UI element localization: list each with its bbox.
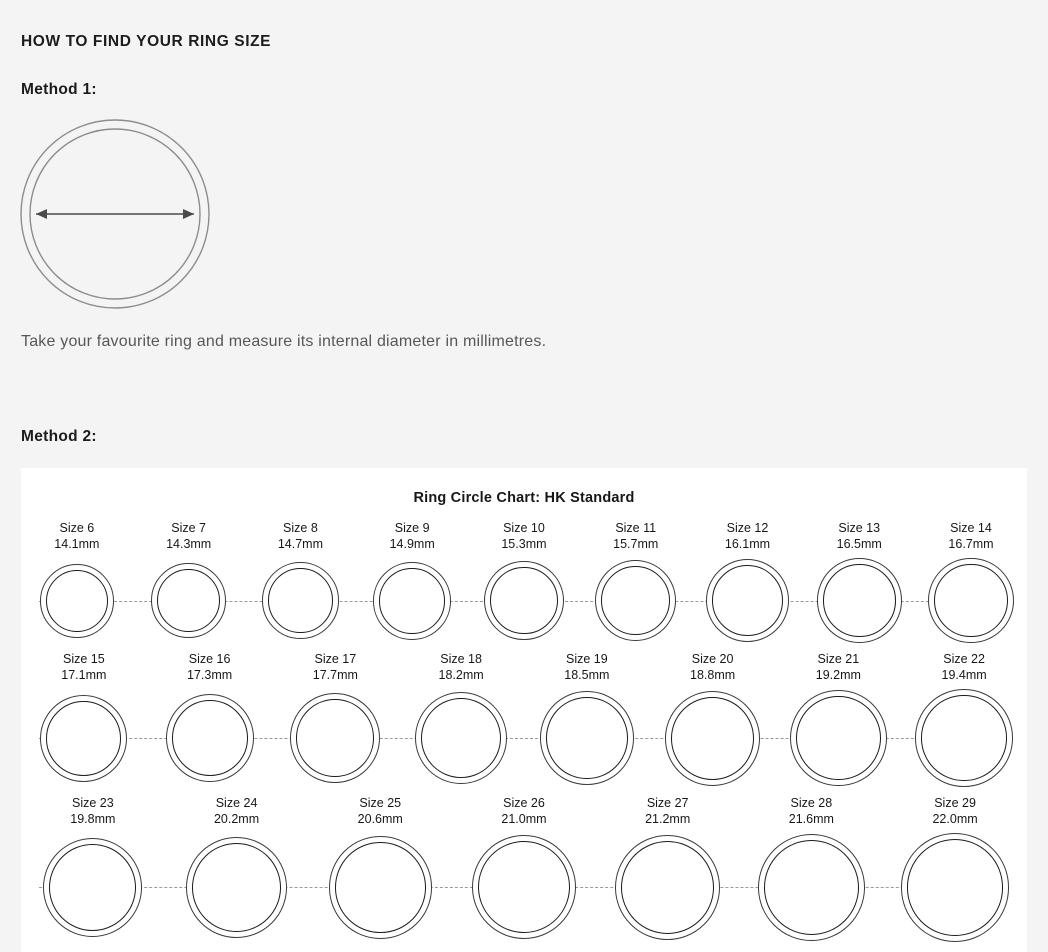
ring-size-label: Size 22	[943, 652, 985, 667]
ring-circle-wrapper	[319, 833, 442, 942]
ring-inner-circle	[478, 841, 570, 933]
ring-diameter-label: 14.7mm	[277, 537, 323, 551]
ring-outer-circle	[915, 689, 1012, 786]
ring-diameter-label: 16.7mm	[948, 537, 994, 551]
ring-size-label: Size 7	[171, 521, 207, 535]
ring-outer-circle	[373, 562, 451, 640]
ring-circle-wrapper	[894, 833, 1017, 942]
ring-circle-chart-panel	[21, 468, 1027, 952]
ring-diameter-label: 15.3mm	[501, 537, 547, 551]
ring-circle-wrapper	[28, 689, 139, 786]
ring-size-cell[interactable]	[27, 520, 126, 643]
ring-diameter-label: 20.2mm	[213, 811, 260, 826]
ring-inner-circle	[172, 700, 248, 776]
ring-chart-rows	[21, 520, 1027, 950]
ring-inner-circle	[621, 841, 714, 934]
ring-diameter-label: 17.7mm	[312, 668, 358, 683]
ring-outer-circle	[186, 837, 287, 938]
ring-diameter-label: 19.2mm	[815, 668, 861, 683]
ring-inner-circle	[764, 840, 859, 935]
ring-circle-wrapper	[405, 689, 516, 786]
ring-size-cell[interactable]	[31, 795, 154, 942]
ring-size-label: Size 19	[566, 652, 608, 667]
ring-inner-circle	[796, 696, 880, 780]
ring-inner-circle	[46, 701, 121, 776]
ring-size-label: Size 9	[394, 521, 430, 535]
ring-diameter-diagram	[18, 117, 212, 311]
ring-size-label: Size 23	[72, 795, 114, 810]
ring-size-label: Size 29	[934, 795, 976, 810]
ring-size-label: Size 28	[790, 795, 833, 810]
ring-chart-row-cells	[21, 795, 1027, 942]
ring-outer-circle	[758, 834, 865, 941]
ring-diameter-label: 14.3mm	[166, 537, 212, 551]
ring-size-cell[interactable]	[319, 795, 442, 942]
ring-diameter-label: 14.9mm	[389, 537, 435, 551]
ring-inner-circle	[601, 566, 670, 635]
ring-outer-circle	[817, 558, 902, 643]
chart-title: Ring Circle Chart: HK Standard	[413, 490, 635, 506]
ring-circle-wrapper	[908, 689, 1019, 786]
ring-circle-wrapper	[810, 558, 909, 643]
ring-inner-circle	[546, 697, 627, 778]
ring-chart-row-cells	[21, 520, 1027, 643]
ring-size-label: Size 18	[440, 652, 482, 667]
ring-size-label: Size 16	[188, 652, 231, 667]
ring-circle-wrapper	[154, 689, 265, 786]
ring-size-label: Size 24	[215, 795, 258, 810]
ring-circle-wrapper	[280, 689, 391, 786]
ring-circle-wrapper	[698, 558, 797, 643]
ring-outer-circle	[151, 563, 226, 638]
ring-circle-wrapper	[474, 558, 573, 643]
ring-outer-circle	[484, 561, 563, 640]
ring-circle-wrapper	[606, 833, 729, 942]
ring-inner-circle	[921, 695, 1006, 780]
ring-inner-circle	[823, 564, 896, 637]
ring-size-label: Size 25	[359, 795, 402, 810]
ring-inner-circle	[49, 844, 136, 931]
ring-outer-circle	[472, 835, 576, 939]
ring-inner-circle	[712, 565, 783, 636]
ring-size-cell[interactable]	[586, 520, 685, 643]
ring-diameter-label: 14.1mm	[54, 537, 100, 551]
ring-size-cell[interactable]	[154, 651, 265, 786]
ring-size-cell[interactable]	[606, 795, 729, 942]
ring-diameter-label: 19.8mm	[70, 811, 116, 826]
ring-outer-circle	[262, 562, 339, 639]
ring-size-cell[interactable]	[908, 651, 1019, 786]
ring-outer-circle	[790, 690, 886, 786]
ring-size-label: Size 10	[503, 521, 545, 535]
ring-size-label: Size 8	[283, 521, 318, 535]
ring-diameter-label: 16.5mm	[836, 537, 882, 551]
ring-size-label: Size 13	[838, 521, 881, 535]
ring-outer-circle	[40, 564, 114, 638]
ring-chart-row	[21, 795, 1027, 950]
ring-diameter-label: 18.5mm	[564, 668, 610, 683]
ring-inner-circle	[421, 698, 501, 778]
ring-inner-circle	[934, 564, 1007, 637]
ring-diameter-label: 18.2mm	[438, 668, 484, 683]
ring-diameter-label: 19.4mm	[941, 668, 987, 683]
ring-size-cell[interactable]	[474, 520, 573, 643]
method-1-caption: Take your favourite ring and measure its internal diameter in millimetres.	[21, 333, 547, 350]
ring-outer-circle	[415, 692, 507, 784]
ring-diameter-label: 22.0mm	[932, 811, 978, 826]
ring-outer-circle	[595, 560, 676, 641]
ring-size-label: Size 12	[726, 521, 769, 535]
ring-circle-wrapper	[175, 833, 298, 942]
ring-inner-circle	[157, 569, 220, 632]
ring-diameter-label: 21.0mm	[501, 811, 547, 826]
ring-size-cell[interactable]	[783, 651, 894, 786]
ring-inner-circle	[335, 842, 426, 933]
ring-size-cell[interactable]	[251, 520, 350, 643]
ring-size-cell[interactable]	[531, 651, 642, 786]
ring-outer-circle	[166, 694, 254, 782]
method-1-label: Method 1:	[21, 81, 97, 98]
ring-size-cell[interactable]	[405, 651, 516, 786]
ring-inner-circle	[379, 568, 445, 634]
ring-circle-wrapper	[463, 833, 586, 942]
ring-size-label: Size 6	[59, 521, 95, 535]
ring-size-cell[interactable]	[28, 651, 139, 786]
ring-circle-wrapper	[750, 833, 873, 942]
ring-size-label: Size 15	[63, 652, 105, 667]
ring-size-cell[interactable]	[698, 520, 797, 643]
ring-circle-wrapper	[783, 689, 894, 786]
ring-size-cell[interactable]	[175, 795, 298, 942]
ring-chart-row	[21, 520, 1027, 651]
ring-circle-wrapper	[657, 689, 768, 786]
ring-outer-circle	[928, 558, 1013, 643]
ring-size-label: Size 20	[691, 652, 734, 667]
ring-circle-wrapper	[27, 558, 126, 643]
ring-size-cell[interactable]	[139, 520, 238, 643]
ring-outer-circle	[329, 836, 432, 939]
ring-size-cell[interactable]	[280, 651, 391, 786]
ring-diameter-label: 21.6mm	[788, 811, 834, 826]
ring-size-cell[interactable]	[894, 795, 1017, 942]
ring-size-cell[interactable]	[810, 520, 909, 643]
ring-diameter-label: 21.2mm	[645, 811, 691, 826]
ring-chart-row-cells	[21, 651, 1027, 786]
ring-size-label: Size 14	[950, 521, 992, 535]
ring-outer-circle	[43, 838, 142, 937]
ring-size-cell[interactable]	[921, 520, 1020, 643]
ring-circle-wrapper	[921, 558, 1020, 643]
ring-diameter-label: 15.7mm	[613, 537, 659, 551]
ring-outer-circle	[706, 559, 789, 642]
ring-outer-circle	[615, 835, 720, 940]
ring-circle-wrapper	[31, 833, 154, 942]
page-title: HOW TO FIND YOUR RING SIZE	[21, 33, 272, 50]
ring-chart-row	[21, 651, 1027, 794]
ring-size-label: Size 21	[817, 652, 860, 667]
ring-diameter-label: 16.1mm	[724, 537, 771, 551]
ring-outer-circle	[540, 691, 633, 784]
ring-inner-circle	[296, 699, 374, 777]
ring-diameter-label: 20.6mm	[357, 811, 403, 826]
ring-size-label: Size 27	[646, 795, 689, 810]
ring-size-label: Size 17	[314, 652, 357, 667]
ring-inner-circle	[907, 839, 1004, 936]
ring-outer-circle	[665, 691, 760, 786]
method-2-label: Method 2:	[21, 428, 97, 445]
ring-circle-wrapper	[531, 689, 642, 786]
ring-diameter-label: 18.8mm	[690, 668, 736, 683]
ring-diameter-label: 17.1mm	[61, 668, 107, 683]
ring-circle-wrapper	[586, 558, 685, 643]
ring-size-cell[interactable]	[657, 651, 768, 786]
ring-diameter-label: 17.3mm	[187, 668, 233, 683]
ring-size-cell[interactable]	[750, 795, 873, 942]
ring-circle-wrapper	[362, 558, 461, 643]
ring-inner-circle	[192, 843, 281, 932]
ring-size-label: Size 26	[503, 795, 545, 810]
ring-size-cell[interactable]	[463, 795, 586, 942]
ring-circle-wrapper	[139, 558, 238, 643]
ring-outer-circle	[40, 695, 127, 782]
ring-inner-circle	[490, 567, 557, 634]
ring-outer-circle	[901, 833, 1010, 942]
ring-inner-circle	[46, 570, 108, 632]
ring-size-label: Size 11	[615, 521, 657, 535]
ring-inner-circle	[268, 568, 333, 633]
ring-circle-wrapper	[251, 558, 350, 643]
ring-diagram-svg	[18, 117, 212, 311]
ring-inner-circle	[671, 697, 754, 780]
ring-outer-circle	[290, 693, 380, 783]
ring-size-cell[interactable]	[362, 520, 461, 643]
